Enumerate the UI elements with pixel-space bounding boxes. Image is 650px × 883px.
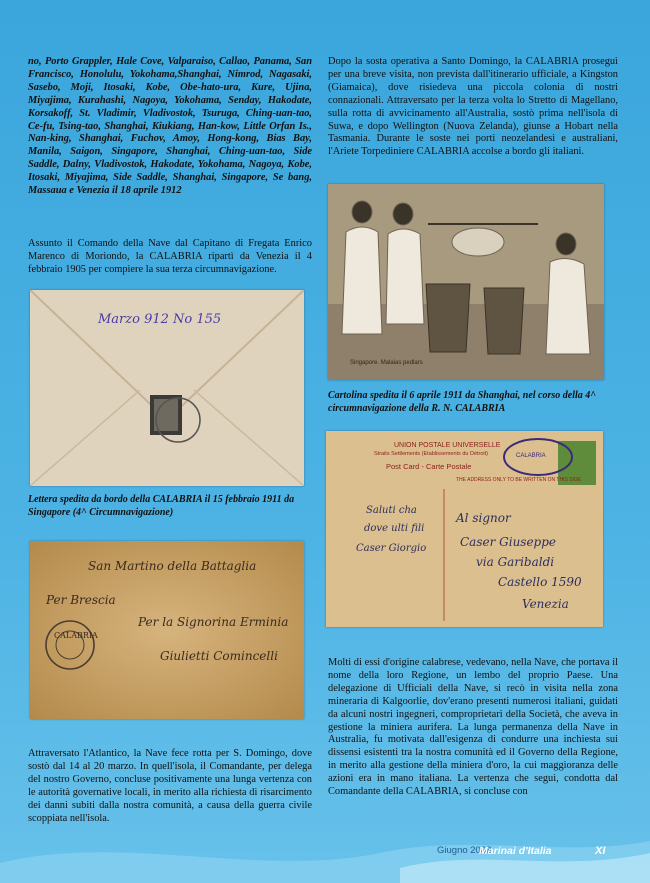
postcard-back-image (326, 431, 603, 627)
pedlars-photo-image (328, 184, 604, 380)
pedlars-photo-drawing (328, 184, 604, 380)
postcard-header-1: UNION POSTALE UNIVERSELLE (394, 442, 501, 449)
postcard-address-4: Castello 1590 (498, 575, 582, 589)
postcard-message-1: Saluti cha (366, 505, 417, 516)
envelope-caption: Lettera spedita da bordo della CALABRIA il 15 febbraio 1911 da Singapore (4^ Circumnavigazione) (28, 494, 295, 518)
australia-paragraph (328, 657, 618, 799)
postcard-header-3: Post Card - Carte Postale (386, 462, 472, 471)
envelope1-note: Marzo 912 No 155 (98, 312, 222, 327)
postcard-address-1: Al signor (456, 511, 511, 525)
postcard-address-5: Venezia (522, 597, 569, 611)
envelope2-line-4: Giulietti Comincelli (160, 649, 278, 663)
decorative-wave (0, 823, 650, 883)
postcard-postmark: CALABRIA (516, 453, 546, 459)
envelope2-line-3: Per la Signorina Erminia (138, 615, 289, 629)
atlantic-text: Attraversato l'Atlantico, la Nave fece rotta per S. Domingo, dove sostò dal 14 al 20 marzo. In quell'isola, il Comandante, per delega del nostro Governo, concluse positivamente una lunga vertenza con le autorità governative locali, in merito alla richiesta di risarcimento dei danni subiti dalla nostra comunità, a causa della guerra civile scoppiata nell'isola. (28, 748, 312, 824)
envelope-brescia-image (30, 541, 304, 719)
atlantic-paragraph (28, 748, 312, 825)
command-paragraph (28, 238, 312, 277)
postcard-message-3: Caser Giorgio (356, 543, 427, 554)
footer-magazine-title: Marinai d'Italia (479, 845, 552, 857)
pedlars-print-caption: Singapore. Malaias pedlars (350, 360, 423, 366)
postcard-address-2: Caser Giuseppe (460, 535, 557, 549)
postcard-address-3: via Garibaldi (476, 555, 555, 569)
envelope-singapore-image (30, 290, 304, 486)
photo-caption: Cartolina spedita il 6 aprile 1911 da Shanghai, nel corso della 4^ circumnavigazione della R. N. CALABRIA (328, 390, 596, 414)
footer-date: Giugno 2008 (437, 845, 492, 856)
postcard-header-4: THE ADDRESS ONLY TO BE WRITTEN ON THIS SIDE (456, 477, 581, 483)
postcard-message-2: dove ulti fili (364, 523, 425, 534)
envelope2-line-1: San Martino della Battaglia (88, 559, 257, 573)
route-list-text: no, Porto Grappler, Hale Cove, Valparaiso, Callao, Panama, San Francisco, Honolulu, Yokohama,Shanghai, Nimrod, Nagasaki, Sasebo, Moji, Itosaki, Kobe, Obe-hato-ura, Kure, Ujina, Miyajima, Kurahashi, Nagoya, Yokohama, Senday, Hakodate, Korsakoff, St. Vladimir, Vladivostok, Tsuruga, Ching-uan-tao, Ce-fu, Tsing-tao, Shanghai, Kiukiang, Han-kow, Little Orfan Is., Nan-king, Shanghai, Fuchov, Amoy, Hong-kong, Bias Bay, Manila, Saigon, Singapore, Shanghai, Ching-uan-tao, Side Saddle, Dalny, Vladivostok, Hakodate, Yokohama, Nagoya, Kobe, Itosaki, Miyajima, Side Saddle, Shanghai, Singapore, Se bang, Massaua e Venezia il 18 aprile 1912 (28, 56, 312, 197)
envelope2-postmark: CALABRIA (54, 631, 98, 640)
envelope2-line-2: Per Brescia (46, 593, 116, 607)
command-text: Assunto il Comando della Nave dal Capitano di Fregata Enrico Marenco di Moriondo, la CALABRIA ripartì da Venezia il 4 febbraio 1905 per compiere la sua terza circumnavigazione. (28, 238, 312, 275)
route-list-paragraph (28, 56, 312, 198)
kingston-paragraph (328, 56, 618, 159)
footer-page-number: XI (595, 845, 606, 857)
australia-text: Molti di essi d'origine calabrese, vedevano, nella Nave, che portava il nome della loro Regione, un lembo del proprio Paese. Una delegazione di Ufficiali della Nave, si recò in visita nella zona mineraria di Kalgoorlie, dov'erano presenti numerosi italiani, guidati da alcuni nostri ingegneri, comproprietari della Società, che aveva in gestione la miniera aurifera. La lunga permanenza della Nave in Australia, fu motivata dall'esigenza di condurre una inchiesta sui dissensi esistenti tra la nostra comunità ed il Governo della Regione, in merito alla gestione della miniera d'oro, la cui maggioranza delle azioni era in mano italiana. La vertenza che seguì, condotta dal Comandante della CALABRIA, si concluse con (328, 657, 618, 798)
kingston-text: Dopo la sosta operativa a Santo Domingo, la CALABRIA proseguì per una breve visita, non prevista dall'itinerario ufficiale, a Kingston (Giamaica), dove risiedeva una piccola colonia di nostri connazionali. Attraversato per la terza volta lo Stretto di Magellano, sulla rotta di avvicinamento all'Australia, sostò prima nell'isola di Suwa, e dopo Wellington (Nuova Zelanda), giunse a Hobart nella Tasmania. Durante le soste nei porti neozelandesi e australiani, l'Ariete Torpediniere CALABRIA accolse a bordo gli italiani. (328, 56, 618, 158)
postcard-header-2: Straits Settlements (Etablissements du Détroit) (374, 451, 489, 457)
